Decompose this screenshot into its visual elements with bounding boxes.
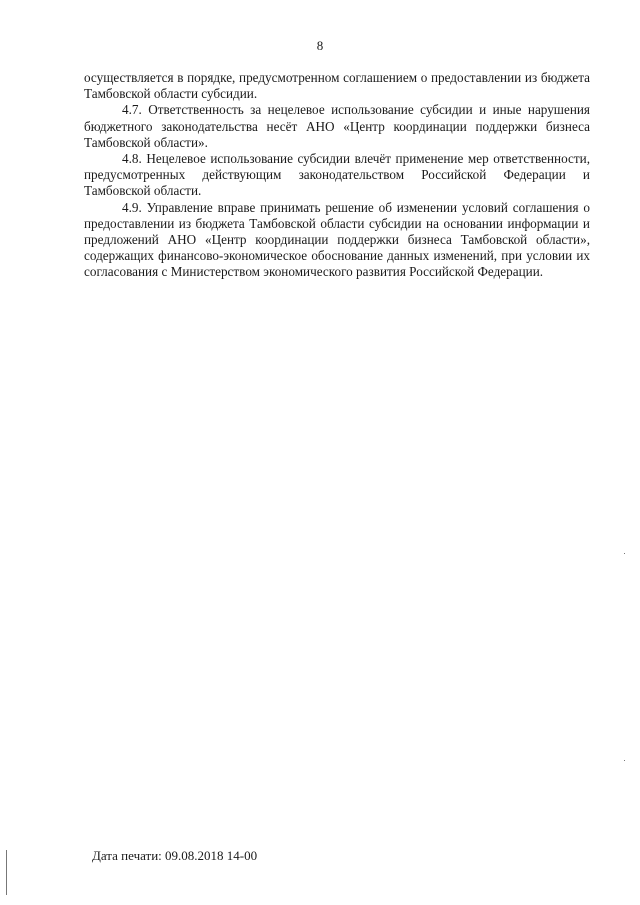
paragraph-4-9: 4.9. Управление вправе принимать решение об изменении условий соглашения о предоставлении из бюджета Тамбовской области субсидии на основании информации и предложений АНО «Центр координации поддержки бизнеса Тамбовской области», содержащих финансово-экономическое обоснование данных изменений, при условии их согласования с Министерством экономического развития Российской Федерации. <box>84 199 590 280</box>
document-body <box>84 70 590 281</box>
paragraph-continuation: осуществляется в порядке, предусмотренном соглашением о предоставлении из бюджета Тамбовской области субсидии. <box>84 70 590 102</box>
print-date: Дата печати: 09.08.2018 14-00 <box>92 848 258 863</box>
page-number: 8 <box>316 38 324 53</box>
paragraph-4-7: 4.7. Ответственность за нецелевое использование субсидии и иные нарушения бюджетного законодательства несёт АНО «Центр координации поддержки бизнеса Тамбовской области». <box>84 102 590 150</box>
scan-edge-mark <box>6 850 7 895</box>
scan-speck <box>624 760 625 761</box>
scan-speck <box>624 553 625 554</box>
paragraph-4-8: 4.8. Нецелевое использование субсидии влечёт применение мер ответственности, предусмотренных действующим законодательством Российской Федерации и Тамбовской области. <box>84 151 590 199</box>
